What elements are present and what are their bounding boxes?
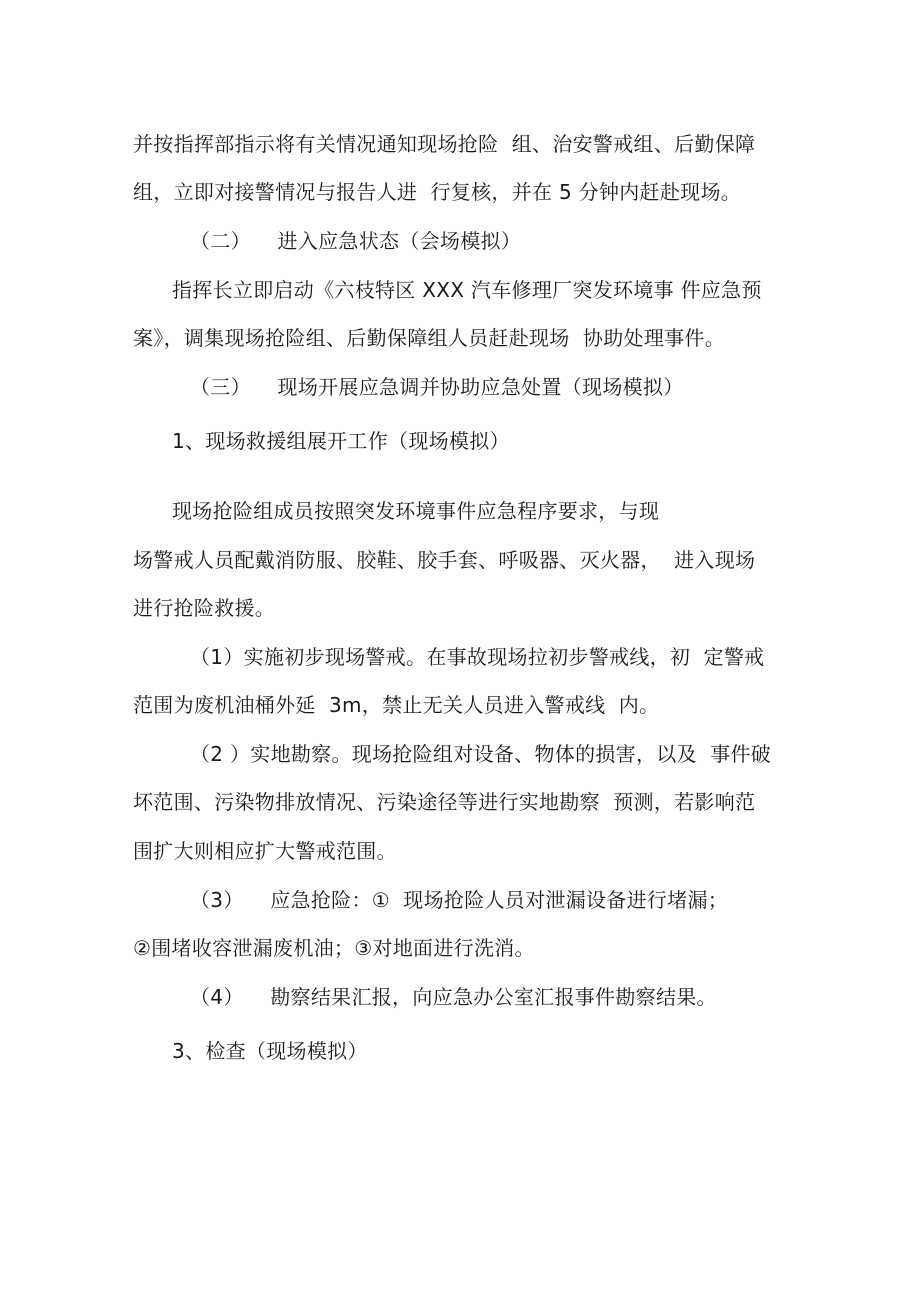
item-1-line-2: 范围为废机油桶外延 3m，禁止无关人员进入警戒线 内。 bbox=[133, 693, 660, 717]
text-line-5: 现场抢险组成员按照突发环境事件应急程序要求，与现 bbox=[172, 499, 660, 523]
section-heading-2: （二） 进入应急状态（会场模拟） bbox=[190, 229, 522, 253]
text-line-2: 组，立即对接警情况与报告人进 行复核，并在 5 分钟内赶赴现场。 bbox=[133, 180, 742, 204]
item-2-line-3: 围扩大则相应扩大警戒范围。 bbox=[133, 839, 397, 863]
text-line-6: 场警戒人员配戴消防服、胶鞋、胶手套、呼吸器、灭火器， 进入现场 bbox=[133, 548, 756, 572]
item-3-line-2: ②围堵收容泄漏废机油；③对地面进行洗消。 bbox=[133, 936, 535, 960]
text-line-4: 案》，调集现场抢险组、后勤保障组人员赶赴现场 协助处理事件。 bbox=[133, 326, 726, 350]
text-line-1: 并按指挥部指示将有关情况通知现场抢险 组、治安警戒组、后勤保障 bbox=[133, 132, 756, 156]
item-3-line-1: （3） 应急抢险：① 现场抢险人员对泄漏设备进行堵漏； bbox=[190, 888, 729, 912]
text-line-3: 指挥长立即启动《六枝特区 XXX 汽车修理厂突发环境事 件应急预 bbox=[172, 278, 762, 302]
text-line-7: 进行抢险救援。 bbox=[133, 596, 276, 620]
item-4-line-1: （4） 勘察结果汇报，向应急办公室汇报事件勘察结果。 bbox=[190, 985, 717, 1009]
section-heading-3: （三） 现场开展应急调并协助应急处置（现场模拟） bbox=[190, 375, 684, 399]
subsection-heading-3: 3、检查（现场模拟） bbox=[172, 1039, 368, 1063]
item-1-line-1: （1）实施初步现场警戒。在事故现场拉初步警戒线，初 定警戒 bbox=[190, 645, 765, 669]
item-2-line-2: 坏范围、污染物排放情况、污染途径等进行实地勘察 预测，若影响范 bbox=[133, 790, 756, 814]
item-2-line-1: （2 ）实地勘察。现场抢险组对设备、物体的损害，以及 事件破 bbox=[190, 742, 772, 766]
subsection-heading-1: 1、现场救援组展开工作（现场模拟） bbox=[172, 429, 510, 453]
